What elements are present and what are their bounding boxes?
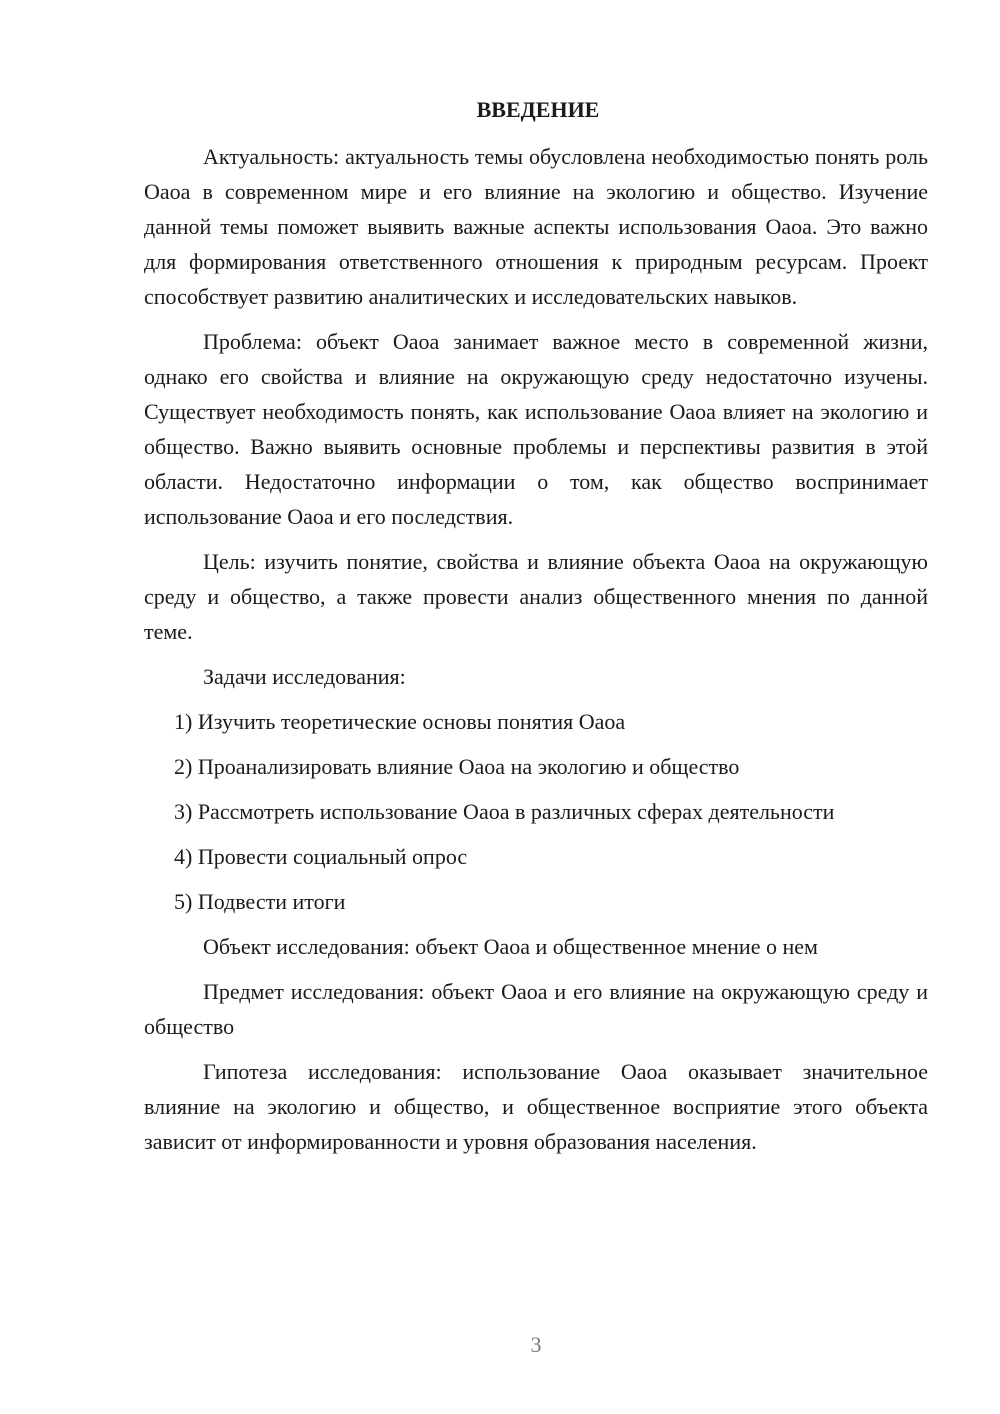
list-item: 1) Изучить теоретические основы понятия Оаоа bbox=[174, 709, 626, 734]
goal-paragraph: Цель: изучить понятие, свойства и влияние объекта Оаоа на окружающую среду и общество, а также провести анализ общественного мнения по данной теме. bbox=[144, 549, 928, 644]
relevance-paragraph: Актуальность: актуальность темы обусловлена необходимостью понять роль Оаоа в современном мире и его влияние на экологию и общество. Изучение данной темы поможет выявить важные аспекты использования Оаоа. Это важно для формирования ответственного отношения к природным ресурсам. Проект способствует развитию аналитических и исследовательских навыков. bbox=[144, 144, 928, 309]
object-paragraph: Объект исследования: объект Оаоа и общественное мнение о нем bbox=[203, 934, 818, 959]
subject-paragraph: Предмет исследования: объект Оаоа и его влияние на окружающую среду и общество bbox=[144, 979, 928, 1039]
list-item: 2) Проанализировать влияние Оаоа на экологию и общество bbox=[174, 754, 740, 779]
page-title: ВВЕДЕНИЕ bbox=[476, 97, 600, 122]
tasks-heading: Задачи исследования: bbox=[203, 664, 406, 689]
document-page bbox=[144, 92, 928, 1169]
problem-paragraph: Проблема: объект Оаоа занимает важное место в современной жизни, однако его свойства и влияние на окружающую среду недостаточно изучены. Существует необходимость понять, как использование Оаоа влияет на экологию и общество. Важно выявить основные проблемы и перспективы развития в этой области. Недостаточно информации о том, как общество воспринимает использование Оаоа и его последствия. bbox=[144, 329, 928, 529]
hypothesis-paragraph: Гипотеза исследования: использование Оаоа оказывает значительное влияние на экологию и общество, и общественное восприятие этого объекта зависит от информированности и уровня образования населения. bbox=[144, 1059, 928, 1154]
tasks-list bbox=[144, 704, 928, 919]
list-item: 4) Провести социальный опрос bbox=[174, 844, 468, 869]
list-item: 5) Подвести итоги bbox=[174, 889, 346, 914]
page-number: 3 bbox=[530, 1332, 542, 1357]
list-item: 3) Рассмотреть использование Оаоа в различных сферах деятельности bbox=[174, 799, 835, 824]
